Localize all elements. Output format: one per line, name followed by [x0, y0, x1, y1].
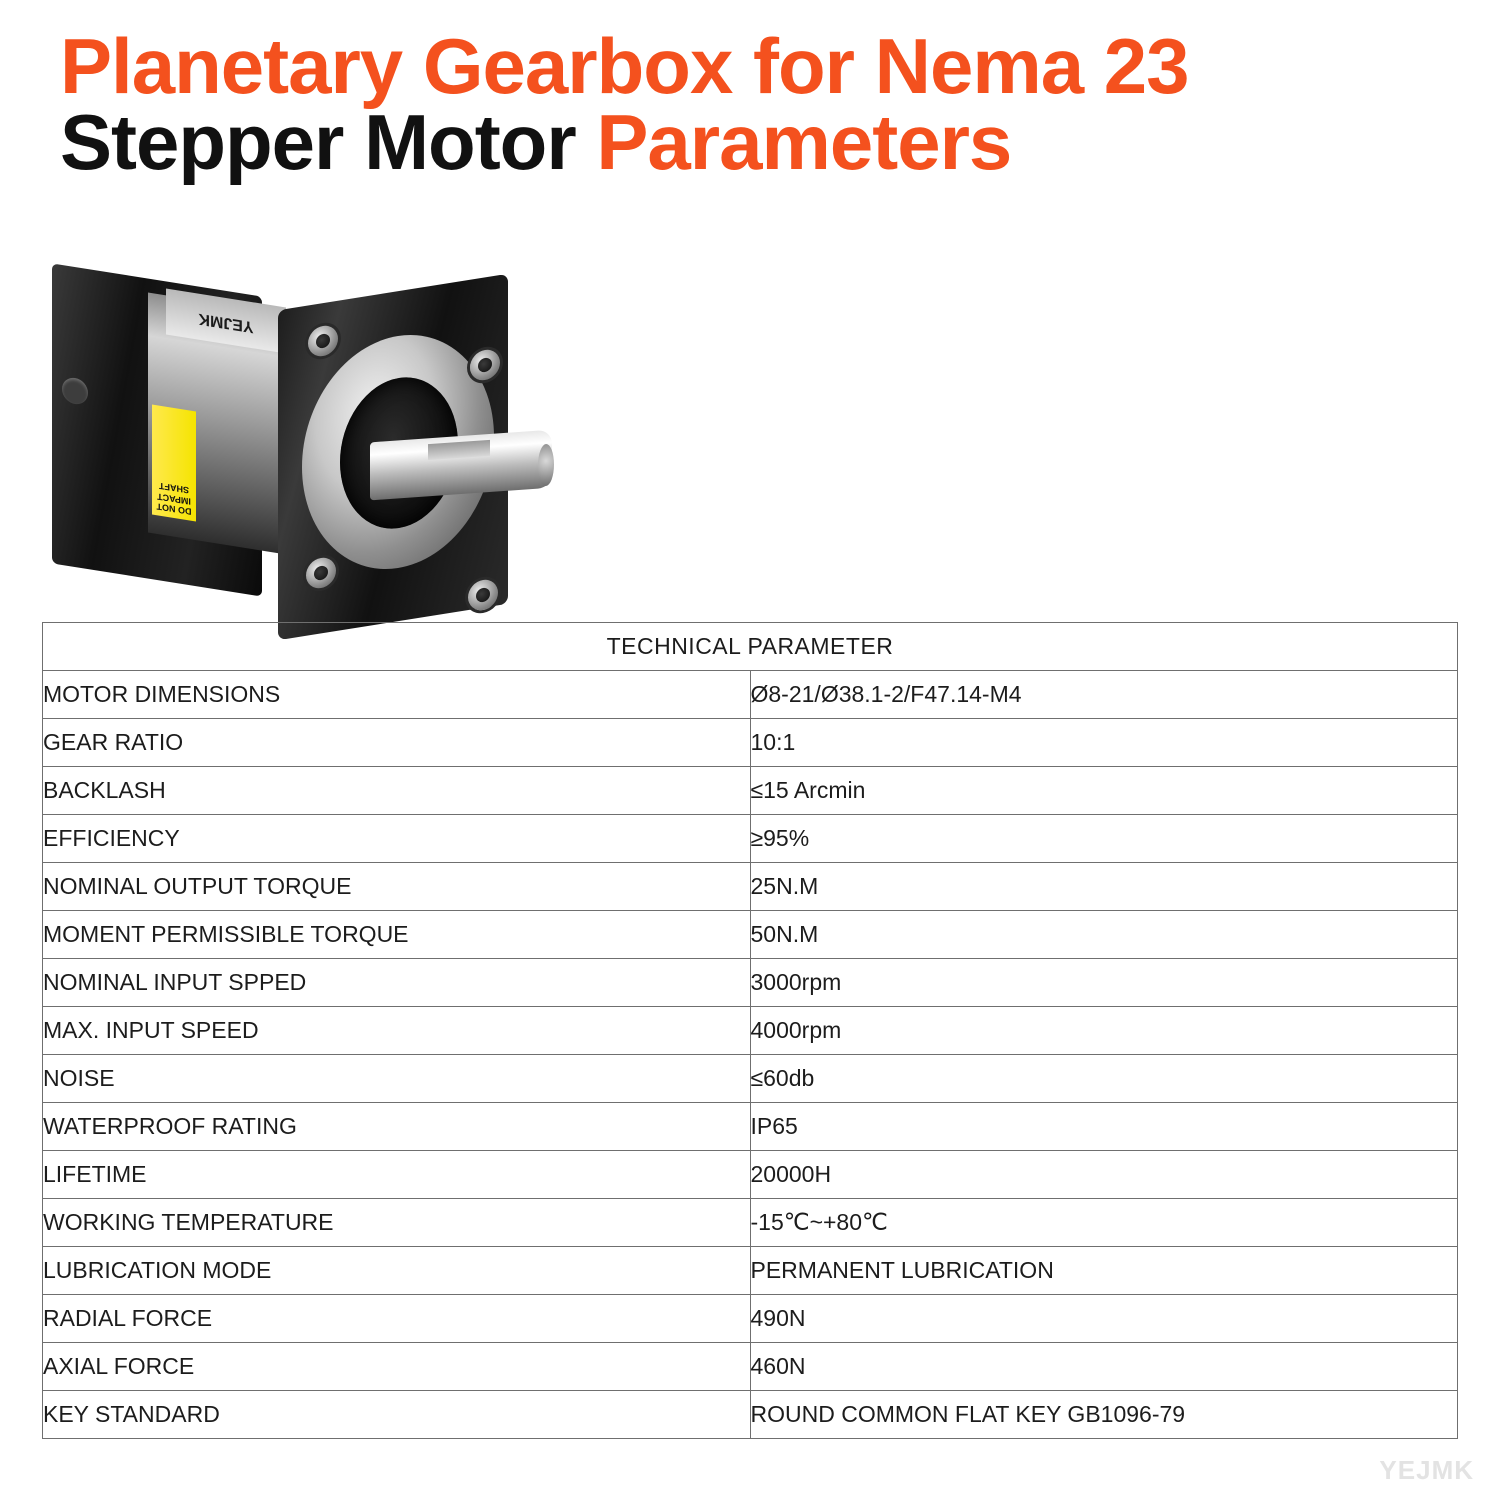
- table-row: [43, 1007, 1458, 1055]
- spec-key: RADIAL FORCE: [43, 1295, 751, 1343]
- table-row: [43, 1391, 1458, 1439]
- spec-value: ≥95%: [750, 815, 1458, 863]
- title-line-2: [60, 98, 1440, 187]
- spec-key: MAX. INPUT SPEED: [43, 1007, 751, 1055]
- spec-key: KEY STANDARD: [43, 1391, 751, 1439]
- gearbox-brand-plate: YEJMK: [166, 288, 286, 353]
- spec-value: Ø8-21/Ø38.1-2/F47.14-M4: [750, 671, 1458, 719]
- table-row: [43, 767, 1458, 815]
- spec-key: LIFETIME: [43, 1151, 751, 1199]
- watermark: YEJMK: [1379, 1455, 1474, 1485]
- warning-label: DO NOT IMPACT SHAFT: [152, 405, 196, 522]
- spec-key: MOTOR DIMENSIONS: [43, 671, 751, 719]
- spec-key: NOISE: [43, 1055, 751, 1103]
- table-row: [43, 911, 1458, 959]
- spec-key: WATERPROOF RATING: [43, 1103, 751, 1151]
- spec-value: 460N: [750, 1343, 1458, 1391]
- spec-value: 25N.M: [750, 863, 1458, 911]
- spec-key: WORKING TEMPERATURE: [43, 1199, 751, 1247]
- title-line-1: Planetary Gearbox for Nema 23: [60, 22, 1189, 110]
- spec-key: BACKLASH: [43, 767, 751, 815]
- table-header-row: [43, 623, 1458, 671]
- technical-parameter-table: [42, 622, 1458, 1439]
- spec-key: MOMENT PERMISSIBLE TORQUE: [43, 911, 751, 959]
- table-header-title: TECHNICAL PARAMETER: [43, 623, 1458, 671]
- spec-value: 490N: [750, 1295, 1458, 1343]
- gearbox-shaft-end-face: [538, 443, 554, 486]
- product-image: [40, 258, 560, 638]
- table-row: [43, 1055, 1458, 1103]
- spec-value: ≤15 Arcmin: [750, 767, 1458, 815]
- spec-value: 20000H: [750, 1151, 1458, 1199]
- spec-key: NOMINAL INPUT SPPED: [43, 959, 751, 1007]
- table-row: [43, 1151, 1458, 1199]
- table-row: [43, 719, 1458, 767]
- title-line-2-orange: Parameters: [596, 98, 1012, 187]
- gearbox-illustration: [40, 258, 560, 638]
- table-row: [43, 1295, 1458, 1343]
- spec-value: 10:1: [750, 719, 1458, 767]
- spec-key: EFFICIENCY: [43, 815, 751, 863]
- spec-value: 4000rpm: [750, 1007, 1458, 1055]
- spec-value: ≤60db: [750, 1055, 1458, 1103]
- spec-value: IP65: [750, 1103, 1458, 1151]
- table-row: [43, 671, 1458, 719]
- spec-value: PERMANENT LUBRICATION: [750, 1247, 1458, 1295]
- table-row: [43, 1247, 1458, 1295]
- table-row: [43, 863, 1458, 911]
- spec-value: 50N.M: [750, 911, 1458, 959]
- table-row: [43, 1199, 1458, 1247]
- spec-value: -15℃~+80℃: [750, 1199, 1458, 1247]
- table-row: [43, 815, 1458, 863]
- gearbox-output-shaft: [370, 430, 552, 501]
- spec-key: AXIAL FORCE: [43, 1343, 751, 1391]
- table-row: [43, 1343, 1458, 1391]
- spec-key: GEAR RATIO: [43, 719, 751, 767]
- spec-key: NOMINAL OUTPUT TORQUE: [43, 863, 751, 911]
- page-title: [0, 0, 1500, 187]
- title-line-2-black: Stepper Motor: [60, 98, 597, 187]
- table-row: [43, 1103, 1458, 1151]
- spec-value: ROUND COMMON FLAT KEY GB1096-79: [750, 1391, 1458, 1439]
- table-row: [43, 959, 1458, 1007]
- spec-value: 3000rpm: [750, 959, 1458, 1007]
- spec-key: LUBRICATION MODE: [43, 1247, 751, 1295]
